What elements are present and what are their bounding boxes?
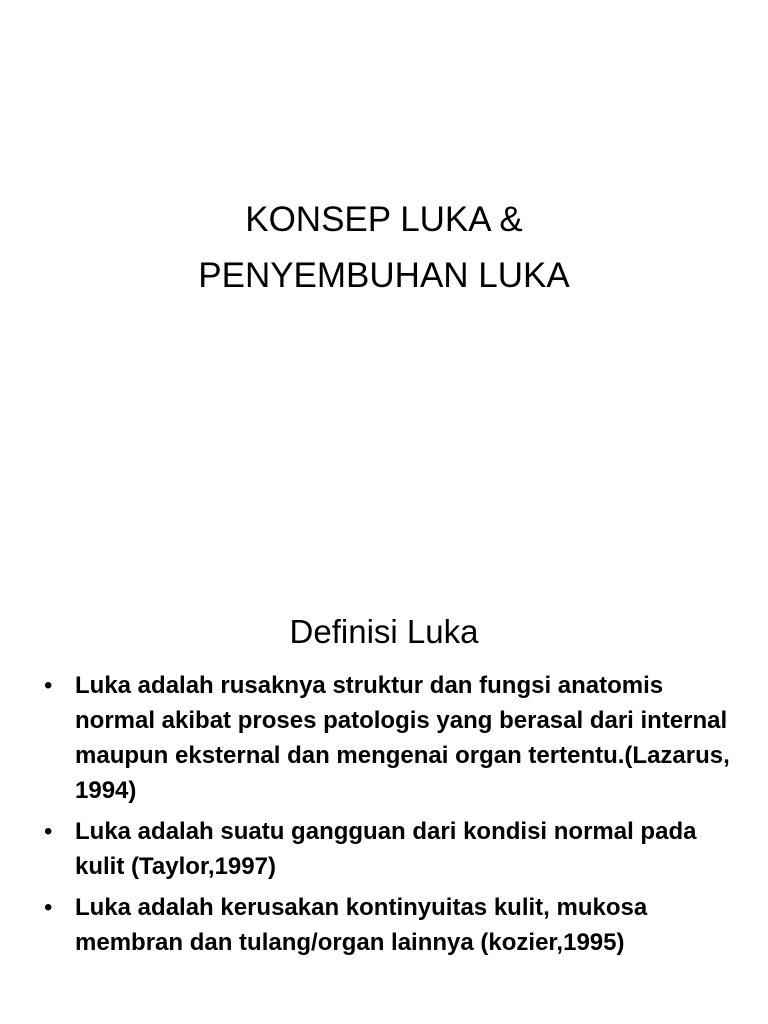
definition-list xyxy=(0,668,768,966)
slide-title-line-2: PENYEMBUHAN LUKA xyxy=(198,256,570,295)
definition-item xyxy=(0,890,768,960)
bullet-icon: • xyxy=(44,818,53,845)
definition-title: Definisi Luka xyxy=(289,613,479,650)
definition-slide xyxy=(0,576,768,1024)
definition-text: Luka adalah kerusakan kontinyuitas kulit, mukosa membran dan tulang/organ lainnya (kozier,1995) xyxy=(75,894,648,956)
bullet-icon: • xyxy=(44,672,53,699)
slide-title xyxy=(0,192,768,304)
definition-text: Luka adalah suatu gangguan dari kondisi normal pada kulit (Taylor,1997) xyxy=(75,818,697,880)
definition-item xyxy=(0,814,768,884)
slide-title-line-1: KONSEP LUKA & xyxy=(245,200,523,239)
definition-item xyxy=(0,668,768,808)
definition-text: Luka adalah rusaknya struktur dan fungsi anatomis normal akibat proses patologis yang berasal dari internal maupun eksternal dan mengenai organ tertentu.(Lazarus, 1994) xyxy=(75,672,730,804)
bullet-icon: • xyxy=(44,894,53,921)
